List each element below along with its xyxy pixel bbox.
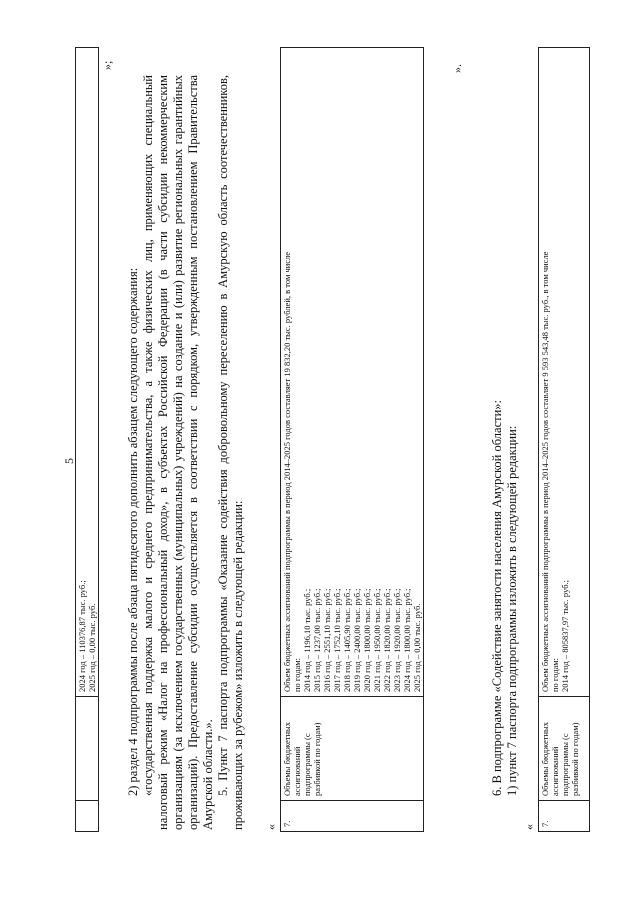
opening-quote: « [264,824,278,830]
cell-empty [76,697,99,801]
text-block [126,75,246,830]
value-line: 2025 год – 0,00 тыс. руб. [87,603,97,692]
value-line: по годам: [292,657,302,692]
paragraph: 6. В подпрограмме «Содействие занятости населения Амурской области»: [490,400,504,796]
row-values [539,48,590,697]
value-line: 2014 год – 805837,97 тыс. руб.; [560,579,570,692]
value-line: 2022 год – 1820,00 тыс. руб.; [382,588,392,692]
table-top-fragment [75,47,99,832]
cell-empty [76,801,99,832]
closing-quote: ». [450,64,464,73]
cell-values [76,48,99,697]
value-line: по годам: [550,657,560,692]
row-number: 7. [281,801,424,832]
page-number: 5 [62,458,76,464]
value-line: Объем бюджетных ассигнований подпрограммы в период 2014–2025 годов составляет 19 832,20 тыс. рублей, в том числе [282,251,292,692]
value-line: 2024 год – 1800,00 тыс. руб.; [402,588,412,692]
opening-quote: « [522,824,536,830]
paragraph: «государственная поддержка малого и среднего предпринимательства, а также физических лиц, применяющих специальный налоговый режим «Налог на профессиональный доход», в субъектах Российской Федерации (в части субсидии некоммерческим организациям (за исключением государственных (муниципальных) учреждений) на создание и (или) развитие региональных гарантийных организаций). Предоставление субсидии осуществляется в соответствии с порядком, утвержденным постановлением Правительства Амурской области.». [141,75,215,830]
row-label: Объемы бюджетных ассигнований подпрограммы (с разбивкой по годам) [539,697,590,801]
value-line: 2018 год – 1405,90 тыс. руб.; [342,588,352,692]
value-line: 2019 год – 2400,00 тыс. руб.; [352,588,362,692]
value-line: Объем бюджетных ассигнований подпрограммы в период 2014–2025 годов составляет 9 593 543,48 тыс. руб., в том числе [540,251,550,692]
closing-quote: »; [100,60,114,70]
table-item-7 [280,47,424,832]
value-line: 2025 год – 0,00 тыс. руб. [412,603,422,692]
text-block-section-6 [490,75,520,830]
value-line: 2024 год – 110376,87 тыс. руб.; [77,580,87,692]
value-line: 2016 год – 2551,10 тыс. руб.; [322,588,332,692]
value-line: 2015 год – 1237,00 тыс. руб.; [312,588,322,692]
table-item-7-section-6 [538,47,590,832]
value-line: 2014 год – 1196,10 тыс. руб.; [302,588,312,692]
paragraph: 1) пункт 7 паспорта подпрограммы изложить в следующей редакции: [505,425,519,796]
row-number: 7. [539,801,590,832]
value-line: 2021 год – 1950,00 тыс. руб.; [372,588,382,692]
value-line: 2017 год – 1752,10 тыс. руб.; [332,588,342,692]
row-label: Объемы бюджетных ассигнований подпрограммы (с разбивкой по годам) [281,697,424,801]
value-line: 2020 год – 1800,00 тыс. руб.; [362,588,372,692]
row-values [281,48,424,697]
paragraph: 2) раздел 4 подпрограммы после абзаца пятидесятого дополнить абзацем следующего содержания: [126,267,140,796]
value-line: 2023 год – 1920,00 тыс. руб.; [392,588,402,692]
paragraph: 5. Пункт 7 паспорта подпрограммы «Оказание содействия добровольному переселению в Амурскую область соотечественников, проживающих за рубежом» изложить в следующей редакции: [216,75,245,830]
